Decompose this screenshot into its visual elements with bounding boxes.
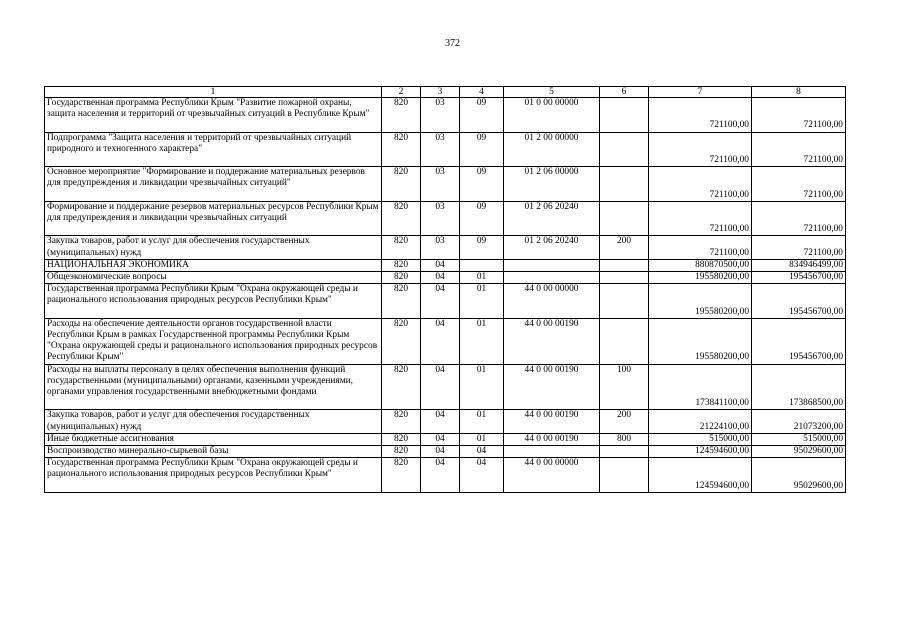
header-cell: 5	[504, 87, 600, 98]
row-section-cell: 04	[421, 259, 460, 271]
row-code-cell: 820	[382, 201, 421, 236]
row-target-cell: 44 0 00 00190	[504, 318, 600, 364]
header-cell: 3	[421, 87, 460, 98]
row-section-cell: 04	[421, 446, 460, 458]
row-code-cell: 820	[382, 236, 421, 259]
row-section-cell: 03	[421, 132, 460, 167]
row-subsection-cell	[460, 259, 504, 271]
row-subsection-cell: 01	[460, 433, 504, 445]
row-section-cell: 04	[421, 284, 460, 319]
row-subsection-cell: 09	[460, 132, 504, 167]
table-row	[45, 446, 846, 458]
row-amount-year2-cell: 515000,00	[752, 433, 846, 445]
header-cell: 7	[649, 87, 752, 98]
table-row	[45, 433, 846, 445]
row-section-cell: 04	[421, 433, 460, 445]
row-expense-type-cell	[600, 259, 649, 271]
row-amount-year1-cell: 124594600,00	[649, 446, 752, 458]
row-amount-year2-cell: 173868500,00	[752, 364, 846, 410]
row-expense-type-cell: 200	[600, 410, 649, 433]
row-target-cell: 44 0 00 00190	[504, 410, 600, 433]
row-name-cell: Расходы на выплаты персоналу в целях обеспечения выполнения функций государственными (муниципальными) органами, казенными учреждениями, органами управления государственными внебюджетными фондами	[45, 364, 382, 410]
row-section-cell: 03	[421, 201, 460, 236]
table-row	[45, 271, 846, 283]
row-name-cell: Закупка товаров, работ и услуг для обеспечения государственных (муниципальных) нужд	[45, 236, 382, 259]
row-subsection-cell: 01	[460, 284, 504, 319]
table-row	[45, 284, 846, 319]
table-row	[45, 201, 846, 236]
row-subsection-cell: 09	[460, 167, 504, 202]
row-code-cell: 820	[382, 271, 421, 283]
row-name-cell: Иные бюджетные ассигнования	[45, 433, 382, 445]
row-name-cell: Общеэкономические вопросы	[45, 271, 382, 283]
row-expense-type-cell	[600, 201, 649, 236]
row-target-cell: 01 2 06 20240	[504, 236, 600, 259]
row-expense-type-cell	[600, 318, 649, 364]
row-target-cell: 01 2 06 00000	[504, 167, 600, 202]
row-expense-type-cell: 200	[600, 236, 649, 259]
row-code-cell: 820	[382, 364, 421, 410]
table-row	[45, 98, 846, 133]
table-row	[45, 318, 846, 364]
header-cell: 2	[382, 87, 421, 98]
row-code-cell: 820	[382, 433, 421, 445]
row-amount-year2-cell: 95029600,00	[752, 458, 846, 493]
row-code-cell: 820	[382, 132, 421, 167]
row-code-cell: 820	[382, 318, 421, 364]
row-subsection-cell: 04	[460, 458, 504, 493]
row-expense-type-cell	[600, 98, 649, 133]
row-name-cell: Расходы на обеспечение деятельности органов государственной власти Республики Крым в рамках Государственной программы Республики Крым "Охрана окружающей среды и рационального использования природных ресурсов Республики Крым"	[45, 318, 382, 364]
row-amount-year1-cell: 195580200,00	[649, 284, 752, 319]
table-row	[45, 236, 846, 259]
row-code-cell: 820	[382, 410, 421, 433]
row-name-cell: Государственная программа Республики Крым "Охрана окружающей среды и рационального использования природных ресурсов Республики Крым"	[45, 458, 382, 493]
table-row	[45, 410, 846, 433]
row-subsection-cell: 09	[460, 98, 504, 133]
row-expense-type-cell	[600, 271, 649, 283]
row-expense-type-cell	[600, 132, 649, 167]
row-amount-year2-cell: 195456700,00	[752, 271, 846, 283]
row-expense-type-cell	[600, 167, 649, 202]
row-amount-year1-cell: 721100,00	[649, 201, 752, 236]
row-amount-year1-cell: 173841100,00	[649, 364, 752, 410]
row-code-cell: 820	[382, 446, 421, 458]
row-amount-year1-cell: 195580200,00	[649, 318, 752, 364]
row-amount-year1-cell: 880870500,00	[649, 259, 752, 271]
row-target-cell: 44 0 00 00000	[504, 284, 600, 319]
row-amount-year2-cell: 834946499,00	[752, 259, 846, 271]
row-code-cell: 820	[382, 259, 421, 271]
row-section-cell: 04	[421, 271, 460, 283]
row-code-cell: 820	[382, 284, 421, 319]
row-expense-type-cell: 100	[600, 364, 649, 410]
row-target-cell	[504, 271, 600, 283]
row-target-cell	[504, 446, 600, 458]
row-name-cell: Формирование и поддержание резервов материальных ресурсов Республики Крым для предупреждения и ликвидации чрезвычайных ситуаций	[45, 201, 382, 236]
row-section-cell: 03	[421, 167, 460, 202]
row-amount-year2-cell: 195456700,00	[752, 318, 846, 364]
row-amount-year2-cell: 95029600,00	[752, 446, 846, 458]
page-number: 372	[445, 38, 460, 49]
header-cell: 8	[752, 87, 846, 98]
row-amount-year1-cell: 21224100,00	[649, 410, 752, 433]
row-amount-year1-cell: 515000,00	[649, 433, 752, 445]
row-amount-year1-cell: 124594600,00	[649, 458, 752, 493]
row-subsection-cell: 01	[460, 410, 504, 433]
row-target-cell: 01 0 00 00000	[504, 98, 600, 133]
row-amount-year2-cell: 21073200,00	[752, 410, 846, 433]
row-name-cell: Закупка товаров, работ и услуг для обеспечения государственных (муниципальных) нужд	[45, 410, 382, 433]
row-target-cell: 01 2 06 20240	[504, 201, 600, 236]
row-subsection-cell: 09	[460, 236, 504, 259]
row-section-cell: 03	[421, 236, 460, 259]
table-row	[45, 132, 846, 167]
header-cell: 1	[45, 87, 382, 98]
row-name-cell: НАЦИОНАЛЬНАЯ ЭКОНОМИКА	[45, 259, 382, 271]
row-name-cell: Государственная программа Республики Крым "Развитие пожарной охраны, защита населения и территорий от чрезвычайных ситуаций в Республике Крым"	[45, 98, 382, 133]
row-name-cell: Воспроизводство минерально-сырьевой базы	[45, 446, 382, 458]
row-expense-type-cell: 800	[600, 433, 649, 445]
row-amount-year1-cell: 721100,00	[649, 167, 752, 202]
table-row	[45, 458, 846, 493]
row-expense-type-cell	[600, 284, 649, 319]
row-amount-year2-cell: 721100,00	[752, 167, 846, 202]
row-amount-year1-cell: 721100,00	[649, 98, 752, 133]
row-name-cell: Государственная программа Республики Крым "Охрана окружающей среды и рационального использования природных ресурсов Республики Крым"	[45, 284, 382, 319]
table-row	[45, 167, 846, 202]
row-amount-year2-cell: 721100,00	[752, 201, 846, 236]
row-amount-year2-cell: 721100,00	[752, 236, 846, 259]
row-amount-year2-cell: 721100,00	[752, 98, 846, 133]
row-amount-year2-cell: 721100,00	[752, 132, 846, 167]
budget-table	[44, 86, 846, 493]
row-amount-year1-cell: 195580200,00	[649, 271, 752, 283]
row-section-cell: 04	[421, 458, 460, 493]
row-expense-type-cell	[600, 458, 649, 493]
row-name-cell: Подпрограмма "Защита населения и территорий от чрезвычайных ситуаций природного и техногенного характера"	[45, 132, 382, 167]
header-cell: 6	[600, 87, 649, 98]
row-amount-year1-cell: 721100,00	[649, 132, 752, 167]
row-section-cell: 04	[421, 410, 460, 433]
row-code-cell: 820	[382, 98, 421, 133]
row-subsection-cell: 01	[460, 271, 504, 283]
row-subsection-cell: 04	[460, 446, 504, 458]
row-amount-year1-cell: 721100,00	[649, 236, 752, 259]
row-target-cell: 44 0 00 00000	[504, 458, 600, 493]
row-subsection-cell: 01	[460, 318, 504, 364]
row-target-cell	[504, 259, 600, 271]
table-row	[45, 259, 846, 271]
table-header-row	[45, 87, 846, 98]
row-target-cell: 44 0 00 00190	[504, 433, 600, 445]
table-row	[45, 364, 846, 410]
row-section-cell: 03	[421, 98, 460, 133]
row-amount-year2-cell: 195456700,00	[752, 284, 846, 319]
row-target-cell: 44 0 00 00190	[504, 364, 600, 410]
row-target-cell: 01 2 00 00000	[504, 132, 600, 167]
row-subsection-cell: 01	[460, 364, 504, 410]
header-cell: 4	[460, 87, 504, 98]
row-code-cell: 820	[382, 167, 421, 202]
row-section-cell: 04	[421, 318, 460, 364]
row-code-cell: 820	[382, 458, 421, 493]
row-expense-type-cell	[600, 446, 649, 458]
row-section-cell: 04	[421, 364, 460, 410]
row-subsection-cell: 09	[460, 201, 504, 236]
row-name-cell: Основное мероприятие "Формирование и поддержание материальных резервов для предупреждения и ликвидации чрезвычайных ситуаций"	[45, 167, 382, 202]
